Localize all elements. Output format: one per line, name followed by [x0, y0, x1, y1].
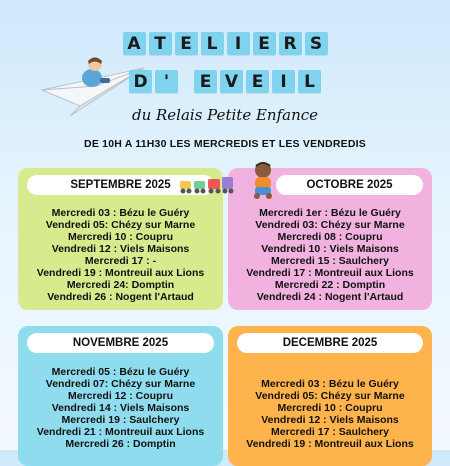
title-letter: T — [149, 32, 172, 55]
title-line-1 — [0, 32, 450, 55]
title-letter: E — [175, 32, 198, 55]
schedule-hours: DE 10H A 11H30 LES MERCREDIS ET LES VENDREDIS — [84, 138, 366, 150]
title-letter: A — [123, 32, 146, 55]
list-item: Mercredi 19 : Saulchery — [61, 414, 180, 426]
list-item: Mercredi 26 : Domptin — [65, 438, 176, 450]
list-item: Vendredi 03: Chézy sur Marne — [255, 219, 405, 231]
list-item: Vendredi 19 : Montreuil aux Lions — [246, 438, 414, 450]
list-item: Vendredi 19 : Montreuil aux Lions — [36, 267, 205, 279]
title-letter: E — [253, 32, 276, 55]
title-letter: V — [220, 70, 243, 93]
title-letter: L — [201, 32, 224, 55]
list-item: Vendredi 21 : Montreuil aux Lions — [36, 426, 205, 438]
list-item: Mercredi 15 : Saulchery — [271, 255, 389, 267]
list-item: Mercredi 10 : Coupru — [277, 402, 383, 414]
title-letter: I — [272, 70, 295, 93]
list-item: Vendredi 12 : Viels Maisons — [261, 414, 399, 426]
title-letter: E — [246, 70, 269, 93]
list-item: Mercredi 03 : Bézu le Guéry — [261, 378, 399, 390]
month-title: OCTOBRE 2025 — [276, 175, 423, 195]
month-title: SEPTEMBRE 2025 — [27, 175, 214, 195]
month-title: NOVEMBRE 2025 — [27, 333, 214, 353]
list-item: Vendredi 26 : Nogent l'Artaud — [47, 291, 194, 303]
list-item: Mercredi 17 : Saulchery — [271, 426, 389, 438]
list-item: Vendredi 14 : Viels Maisons — [51, 402, 190, 414]
title-line-2 — [0, 70, 450, 93]
list-item: Vendredi 24 : Nogent l'Artaud — [256, 291, 404, 303]
title-letter: D — [129, 70, 152, 93]
title-letter: ' — [155, 70, 178, 93]
list-item: Vendredi 17 : Montreuil aux Lions — [246, 267, 414, 279]
list-item: Mercredi 24: Domptin — [66, 279, 175, 291]
title-letter: E — [194, 70, 217, 93]
list-item: Mercredi 1er : Bézu le Guéry — [259, 207, 401, 219]
entry-list — [18, 207, 223, 303]
list-item: Vendredi 10 : Viels Maisons — [261, 243, 399, 255]
list-item: Mercredi 10 : Coupru — [67, 231, 174, 243]
toy-train-icon — [178, 175, 236, 195]
title-letter: I — [227, 32, 250, 55]
month-card-december — [228, 326, 432, 466]
list-item: Mercredi 05 : Bézu le Guéry — [51, 366, 190, 378]
month-card-november — [18, 326, 223, 466]
list-item: Vendredi 07: Chézy sur Marne — [45, 378, 196, 390]
subtitle: du Relais Petite Enfance — [131, 106, 319, 124]
entry-list — [228, 207, 432, 303]
list-item: Vendredi 12 : Viels Maisons — [51, 243, 190, 255]
toddler-icon — [248, 160, 278, 200]
title-letter: R — [279, 32, 302, 55]
list-item: Vendredi 05: Chézy sur Marne — [45, 219, 196, 231]
list-item: Mercredi 12 : Coupru — [67, 390, 174, 402]
list-item: Vendredi 05: Chézy sur Marne — [255, 390, 405, 402]
list-item: Mercredi 03 : Bézu le Guéry — [51, 207, 190, 219]
title-letter: L — [298, 70, 321, 93]
entry-list — [18, 366, 223, 450]
list-item: Mercredi 22 : Domptin — [274, 279, 386, 291]
list-item: Mercredi 08 : Coupru — [277, 231, 383, 243]
entry-list — [228, 378, 432, 450]
title-letter: S — [305, 32, 328, 55]
list-item: Mercredi 17 : - — [84, 255, 157, 267]
month-title: DECEMBRE 2025 — [237, 333, 423, 353]
